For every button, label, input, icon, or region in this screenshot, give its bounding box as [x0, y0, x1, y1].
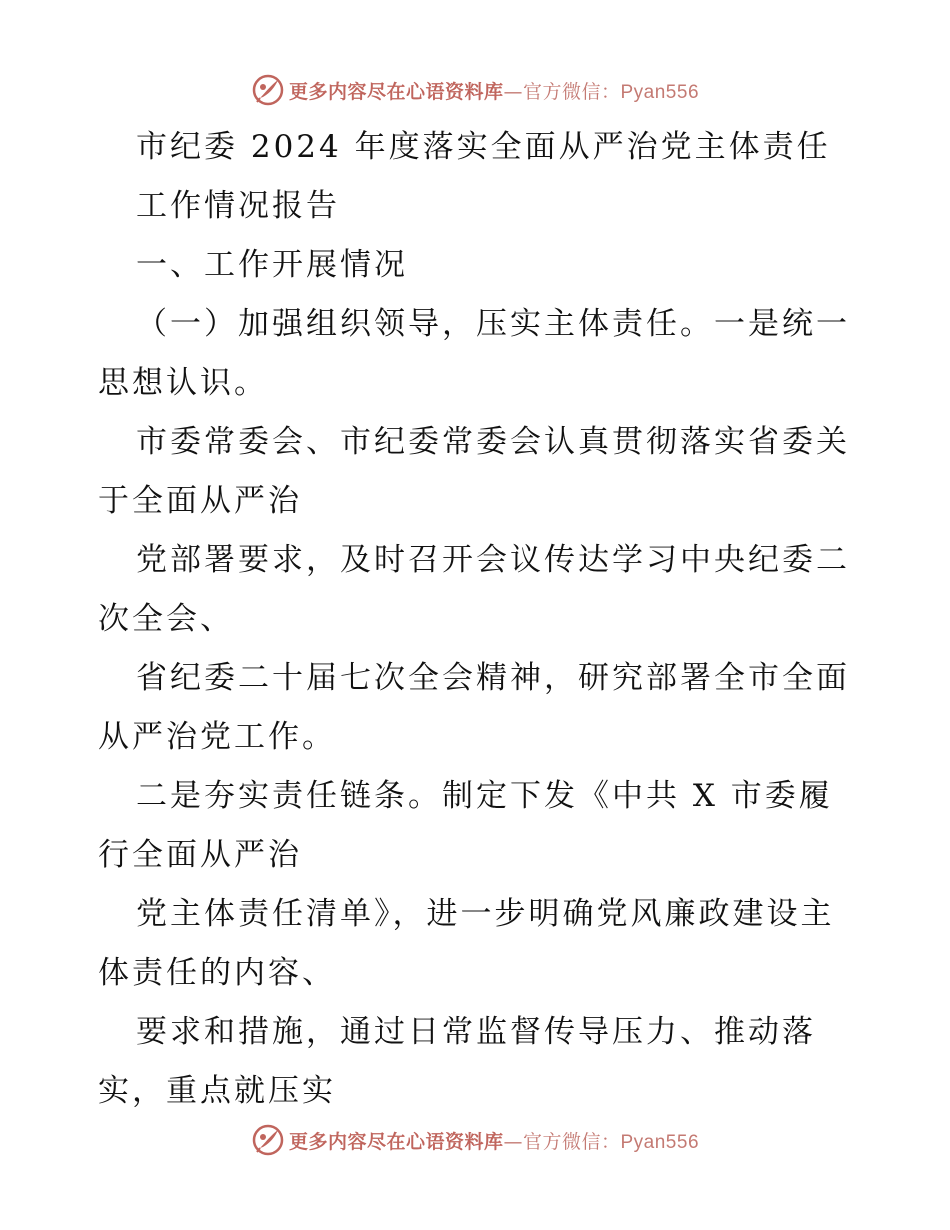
watermark-suffix: 官方微信： [522, 80, 621, 103]
watermark-separator: — [503, 80, 523, 103]
doc-line: 市纪委 2024 年度落实全面从严治党主体责任 [136, 129, 831, 165]
watermark-suffix: 官方微信： [522, 1130, 621, 1153]
doc-line: 二是夯实责任链条。制定下发《中共 X 市委履 [136, 778, 833, 814]
watermark-text [289, 77, 699, 104]
feather-pen-logo-icon [251, 73, 285, 107]
document-body [98, 118, 858, 1121]
doc-line: 从严治党工作。 [98, 719, 336, 755]
doc-line: 市委常委会、市纪委常委会认真贯彻落实省委关 [136, 424, 850, 460]
doc-line: 行全面从严治 [98, 837, 302, 873]
feather-pen-logo-icon [251, 1123, 285, 1157]
doc-line: 于全面从严治 [98, 483, 302, 519]
doc-line: （一）加强组织领导，压实主体责任。一是统一 [136, 306, 850, 342]
watermark-separator: — [503, 1130, 523, 1153]
doc-line: 次全会、 [98, 601, 234, 637]
watermark-wechat-id: Pyan556 [620, 1131, 700, 1153]
doc-line: 体责任的内容、 [98, 955, 336, 991]
doc-line: 要求和措施，通过日常监督传导压力、推动落 [136, 1014, 816, 1050]
doc-line: 工作情况报告 [136, 188, 340, 224]
header-watermark [0, 68, 950, 112]
watermark-main-text: 更多内容尽在心语资料库 [288, 1130, 504, 1153]
doc-line: 省纪委二十届七次全会精神，研究部署全市全面 [136, 660, 850, 696]
watermark-text [289, 1127, 699, 1154]
doc-line: 思想认识。 [98, 365, 268, 401]
doc-line: 一、工作开展情况 [136, 247, 408, 283]
doc-line: 实，重点就压实 [98, 1073, 336, 1109]
doc-line: 党主体责任清单》，进一步明确党风廉政建设主 [136, 896, 835, 932]
watermark-wechat-id: Pyan556 [620, 81, 700, 103]
footer-watermark [0, 1118, 950, 1162]
watermark-main-text: 更多内容尽在心语资料库 [288, 80, 504, 103]
doc-line: 党部署要求，及时召开会议传达学习中央纪委二 [136, 542, 850, 578]
